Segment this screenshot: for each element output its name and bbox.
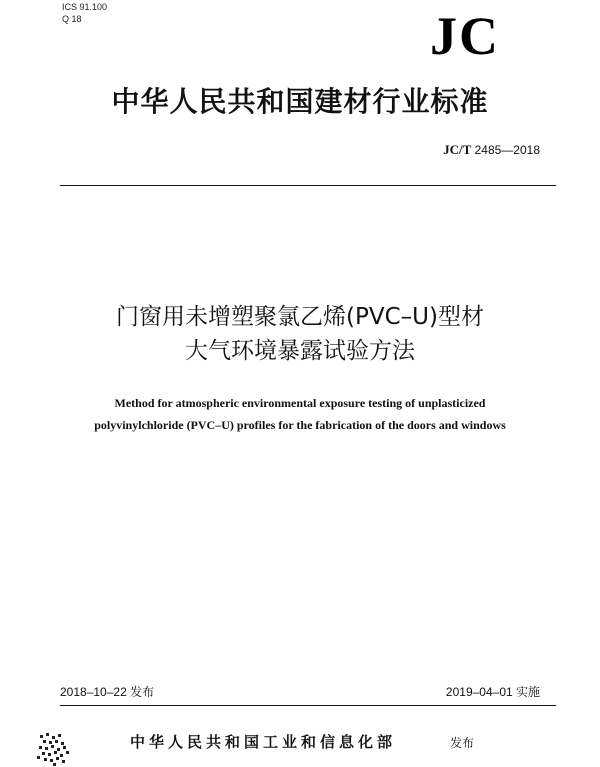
standard-code bbox=[443, 143, 540, 157]
jc-logo: JC bbox=[430, 6, 500, 66]
english-title bbox=[40, 392, 560, 436]
top-divider bbox=[60, 185, 556, 186]
chinese-title bbox=[0, 300, 600, 368]
ccs-code: Q 18 bbox=[62, 14, 82, 24]
bottom-divider bbox=[60, 705, 556, 706]
implementation-date: 2019–04–01 实施 bbox=[445, 685, 540, 699]
standard-code-number: 2485—2018 bbox=[471, 143, 540, 157]
standard-code-prefix: JC/T bbox=[443, 142, 472, 157]
chinese-title-line-2: 大气环境暴露试验方法 bbox=[185, 338, 415, 364]
issuing-authority: 中华人民共和国工业和信息化部 bbox=[130, 733, 397, 751]
ics-code: ICS 91.100 bbox=[62, 2, 108, 12]
issue-label: 发布 bbox=[450, 736, 475, 750]
english-title-line-1: Method for atmospheric environmental exposure testing of unplasticized bbox=[114, 396, 486, 410]
standard-type-title: 中华人民共和国建材行业标准 bbox=[111, 85, 489, 118]
issue-date: 2018–10–22 发布 bbox=[60, 685, 155, 699]
qr-code-icon bbox=[34, 727, 74, 767]
chinese-title-line-1: 门窗用未增塑聚氯乙烯(PVC–U)型材 bbox=[116, 304, 484, 330]
english-title-line-2: polyvinylchloride (PVC–U) profiles for the fabrication of the doors and windows bbox=[94, 418, 506, 432]
